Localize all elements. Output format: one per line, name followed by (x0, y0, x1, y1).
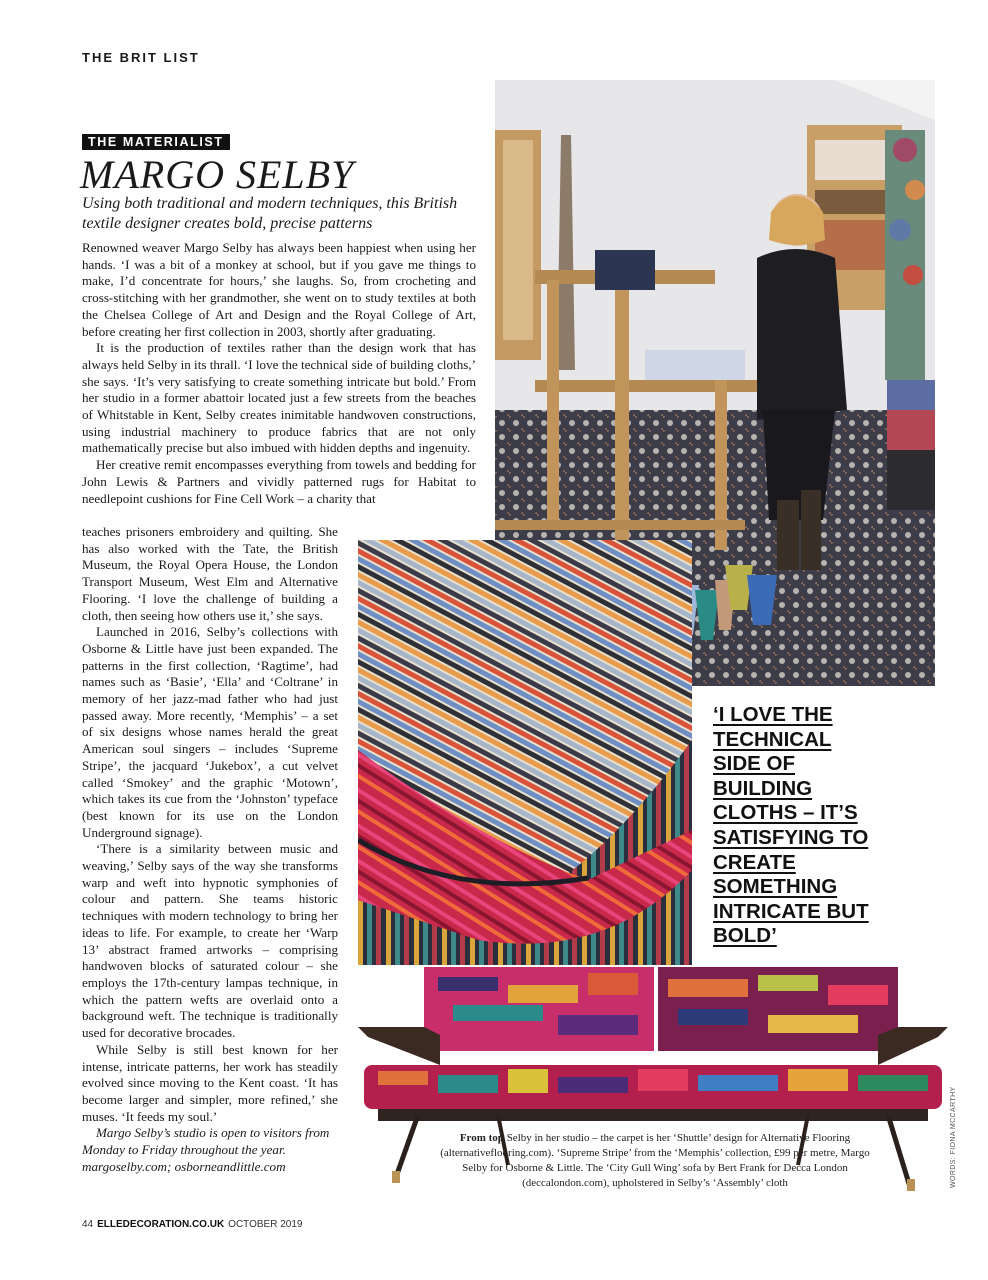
writer-credit: WORDS: FIONA MCCARTHY (950, 1086, 957, 1188)
issue-date: OCTOBER 2019 (228, 1219, 303, 1230)
body-paragraph: It is the production of textiles rather than the design work that has always held Selby in its thrall. ‘I love the technical side of building cloths,’ she says. ‘It’s very satisfying to create something intricate but bold.’ From her studio in a former abattoir located just a few streets from the beaches of Whitstable in Kent, Selby creates inimitable handwoven constructions, using industrial machinery to produce fabrics that are not only mathematically precise but also imbued with hidden depths and ingenuity. (82, 340, 476, 456)
stripe-fabric-illustration (358, 540, 692, 1002)
page-number: 44 (82, 1219, 94, 1230)
stripe-fabric-photo (358, 540, 692, 1002)
body-paragraph: Her creative remit encompasses everything from towels and bedding for John Lewis & Partners and vividly patterned rugs for Habitat to needlepoint cushions for Fine Cell Work – a charity that (82, 457, 476, 506)
caption-lead: From top (459, 1132, 504, 1144)
body-column-wide (82, 240, 476, 507)
caption-text: Selby in her studio – the carpet is her ‘Shuttle’ design for Alternative Flooring (alternativeflooring.com). ‘Supreme Stripe’ from the ‘Memphis’ collection, £99 per metre, Margo Selby for Osborne & Little. The ‘City Gull Wing’ sofa by Bert Frank for Decca London (deccalondon.com), upholstered in Selby’s ‘Assembly’ cloth (440, 1132, 870, 1189)
footer-website-link[interactable]: ELLEDECORATION.CO.UK (97, 1219, 225, 1230)
article-title: MARGO SELBY (80, 152, 355, 197)
page-footer (82, 1219, 306, 1230)
photo-caption (440, 1131, 870, 1191)
body-paragraph: teaches prisoners embroidery and quilting. She has also worked with the Tate, the British Museum, the Royal Opera House, the London Transport Museum, West Elm and Alternative Flooring. ‘I love the challenge of building a cloth, then seeing how others use it,’ she says. (82, 524, 338, 623)
body-paragraph: While Selby is still best known for her intense, intricate patterns, her work has steadily evolved since moving to the Kent coast. ‘It has become larger and simpler, more refined,’ she muses. ‘It feeds my soul.’ (82, 1041, 338, 1124)
body-paragraph: ‘There is a similarity between music and weaving,’ Selby says of the way she transforms warp and weft into hypnotic symphonies of colour and pattern. She teams historic techniques with modern technology to bring her ideas to life. For example, to create her ‘Warp 13’ abstract framed artworks – comprising handwoven blocks of saturated colour – she employs the 17th-century lampas technique, in which the pattern wefts are overlaid onto a background weft. The technique is traditionally used for decorative brocades. (82, 841, 338, 1041)
pull-quote: ‘I LOVE THE TECHNICAL SIDE OF BUILDING CLOTHS – IT’S SATISFYING TO CREATE SOMETHING INTRICATE BUT BOLD’ (713, 703, 869, 948)
body-column-narrow (82, 524, 338, 1175)
body-paragraph: Launched in 2016, Selby’s collections with Osborne & Little have just been expanded. The patterns in the first collection, ‘Ragtime’, had names such as ‘Basie’, ‘Ella’ and ‘Coltrane’ in memory of her jazz-mad father who had just passed away. More recently, ‘Memphis’ – a set of six designs whose names herald the great American soul singers – includes ‘Supreme Stripe’, the jacquard ‘Jukebox’, a cut velvet called ‘Smokey’ and the graphic ‘Motown’, which takes its cue from the ‘Johnston’ typeface (best known for its use on the London Underground signage). (82, 624, 338, 840)
section-label: THE BRIT LIST (82, 50, 200, 65)
body-paragraph: Renowned weaver Margo Selby has always been happiest when using her hands. ‘I was a bit of a monkey at school, but if you gave me things to make, I’d concentrate for hours,’ she laughs. So, from crocheting and cross-stitching with her grandmother, she went on to study textiles at both the Chelsea College of Art and Design and the Royal College of Art, before creating her first collection in 2003, shortly after graduating. (82, 240, 476, 339)
article-standfirst: Using both traditional and modern techniques, this British textile designer creates bold, precise patterns (82, 195, 458, 232)
article-kicker: THE MATERIALIST (82, 134, 230, 150)
article-tagline: Margo Selby’s studio is open to visitors from Monday to Friday throughout the year. margoselby.com; osborneandlittle.com (82, 1125, 330, 1174)
